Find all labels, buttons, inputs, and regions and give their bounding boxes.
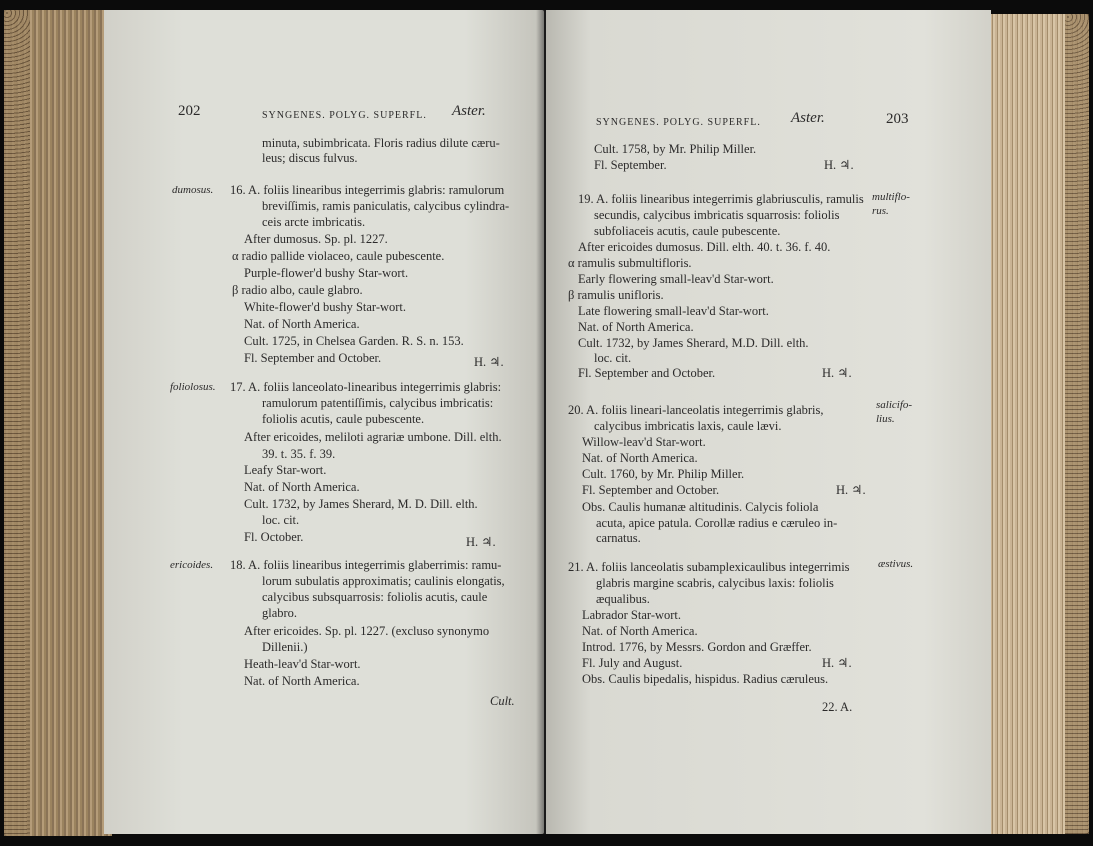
running-header: SYNGENES. POLYG. SUPERFL. bbox=[596, 117, 761, 128]
genus-header: Aster. bbox=[791, 110, 825, 126]
text-line: α radio pallide violaceo, caule pubescente. bbox=[232, 249, 445, 263]
text-line: H. ♃. bbox=[824, 158, 854, 172]
text-line: subfoliaceis acutis, caule pubescente. bbox=[594, 224, 781, 238]
text-line: H. ♃. bbox=[836, 483, 866, 497]
text-line: Obs. Caulis bipedalis, hispidus. Radius cæruleus. bbox=[582, 672, 829, 686]
right-page bbox=[546, 10, 991, 834]
text-line: carnatus. bbox=[596, 531, 641, 545]
text-line: Cult. 1760, by Mr. Philip Miller. bbox=[582, 467, 745, 481]
text-line: Fl. September and October. bbox=[582, 483, 720, 497]
margin-species-name: lius. bbox=[876, 413, 895, 425]
text-line: Nat. of North America. bbox=[582, 451, 698, 465]
page-number: 202 bbox=[178, 103, 201, 119]
text-line: glabris margine scabris, calycibus laxis: foliolis bbox=[596, 576, 834, 590]
text-line: H. ♃. bbox=[822, 656, 852, 670]
open-book bbox=[4, 4, 1089, 842]
left-page bbox=[104, 10, 544, 834]
text-line: H. ♃. bbox=[466, 535, 496, 549]
text-line: Cult. 1725, in Chelsea Garden. R. S. n. 153. bbox=[244, 334, 464, 348]
text-line: 21. A. foliis lanceolatis subamplexicaulibus integerrimis bbox=[568, 560, 850, 574]
text-line: Early flowering small-leav'd Star-wort. bbox=[578, 272, 774, 286]
text-line: Leafy Star-wort. bbox=[244, 463, 327, 477]
text-line: Obs. Caulis humanæ altitudinis. Calycis foliola bbox=[582, 500, 819, 514]
text-line: Heath-leav'd Star-wort. bbox=[244, 657, 361, 671]
margin-species-name: æstivus. bbox=[878, 558, 914, 570]
text-line: loc. cit. bbox=[262, 513, 300, 527]
text-line: 20. A. foliis lineari-lanceolatis integerrimis glabris, bbox=[568, 403, 824, 417]
text-line: Fl. September and October. bbox=[578, 366, 716, 380]
text-line: After dumosus. Sp. pl. 1227. bbox=[244, 232, 388, 246]
margin-species-name: rus. bbox=[872, 205, 889, 217]
text-line: Cult. 1758, by Mr. Philip Miller. bbox=[594, 142, 757, 156]
text-line: secundis, calycibus imbricatis squarrosis: foliolis bbox=[594, 208, 840, 222]
text-line: Nat. of North America. bbox=[582, 624, 698, 638]
text-line: After ericoides, meliloti agrariæ umbone. Dill. elth. bbox=[244, 430, 502, 444]
text-line: breviſſimis, ramis paniculatis, calycibus cylindra- bbox=[262, 199, 510, 213]
text-line: β radio albo, caule glabro. bbox=[232, 283, 363, 297]
margin-species-name: foliolosus. bbox=[170, 381, 216, 393]
text-line: loc. cit. bbox=[594, 351, 632, 365]
right-page-edges bbox=[985, 14, 1089, 834]
text-line: Cult. 1732, by James Sherard, M.D. Dill. elth. bbox=[578, 336, 809, 350]
text-line: acuta, apice patula. Corollæ radius e cæruleo in- bbox=[596, 516, 838, 530]
text-line: α ramulis submultifloris. bbox=[568, 256, 692, 270]
text-line: 19. A. foliis linearibus integerrimis glabriusculis, ramulis bbox=[578, 192, 864, 206]
text-line: Introd. 1776, by Messrs. Gordon and Græffer. bbox=[582, 640, 812, 654]
text-line: Cult. 1732, by James Sherard, M. D. Dill. elth. bbox=[244, 497, 478, 511]
text-line: White-flower'd bushy Star-wort. bbox=[244, 300, 407, 314]
text-line: Fl. September and October. bbox=[244, 351, 382, 365]
text-line: calycibus imbricatis laxis, caule lævi. bbox=[594, 419, 782, 433]
text-line: Dillenii.) bbox=[262, 640, 308, 654]
running-header: SYNGENES. POLYG. SUPERFL. bbox=[262, 110, 427, 121]
text-line: ceis arcte imbricatis. bbox=[262, 215, 366, 229]
page-number: 203 bbox=[886, 111, 909, 127]
text-line: 16. A. foliis linearibus integerrimis glabris: ramulorum bbox=[230, 183, 505, 197]
text-line: glabro. bbox=[262, 606, 298, 620]
text-line: 39. t. 35. f. 39. bbox=[262, 447, 336, 461]
text-line: Labrador Star-wort. bbox=[582, 608, 682, 622]
text-line: Nat. of North America. bbox=[244, 674, 360, 688]
text-line: leus; discus fulvus. bbox=[262, 151, 358, 165]
text-line: H. ♃. bbox=[474, 355, 504, 369]
text-line: lorum subulatis approximatis; caulinis elongatis, bbox=[262, 574, 505, 588]
catchword: 22. A. bbox=[822, 700, 853, 714]
text-line: Fl. September. bbox=[594, 158, 667, 172]
margin-species-name: dumosus. bbox=[172, 184, 214, 196]
text-line: β ramulis unifloris. bbox=[568, 288, 664, 302]
text-line: H. ♃. bbox=[822, 366, 852, 380]
margin-species-name: multiflo- bbox=[872, 191, 910, 203]
text-line: After ericoides. Sp. pl. 1227. (excluso synonymo bbox=[244, 624, 490, 638]
text-line: 18. A. foliis linearibus integerrimis glaberrimis: ramu- bbox=[230, 558, 502, 572]
margin-species-name: salicifo- bbox=[876, 399, 913, 411]
text-line: 17. A. foliis lanceolato-linearibus integerrimis glabris: bbox=[230, 380, 502, 394]
text-line: minuta, subimbricata. Floris radius dilute cæru- bbox=[262, 136, 500, 150]
text-line: Late flowering small-leav'd Star-wort. bbox=[578, 304, 769, 318]
text-line: Nat. of North America. bbox=[244, 480, 360, 494]
text-line: foliolis acutis, caule pubescente. bbox=[262, 412, 425, 426]
left-page-edges bbox=[4, 10, 112, 836]
text-line: Purple-flower'd bushy Star-wort. bbox=[244, 266, 409, 280]
text-line: Nat. of North America. bbox=[578, 320, 694, 334]
text-line: æqualibus. bbox=[596, 592, 650, 606]
genus-header: Aster. bbox=[452, 103, 486, 119]
text-line: calycibus subsquarrosis: foliolis acutis, caule bbox=[262, 590, 488, 604]
margin-species-name: ericoides. bbox=[170, 559, 214, 571]
text-line: ramulorum patentiſſimis, calycibus imbricatis: bbox=[262, 396, 494, 410]
text-line: Fl. October. bbox=[244, 530, 304, 544]
catchword: Cult. bbox=[490, 694, 515, 708]
text-line: After ericoides dumosus. Dill. elth. 40. t. 36. f. 40. bbox=[578, 240, 831, 254]
text-line: Fl. July and August. bbox=[582, 656, 683, 670]
text-line: Nat. of North America. bbox=[244, 317, 360, 331]
text-line: Willow-leav'd Star-wort. bbox=[582, 435, 706, 449]
